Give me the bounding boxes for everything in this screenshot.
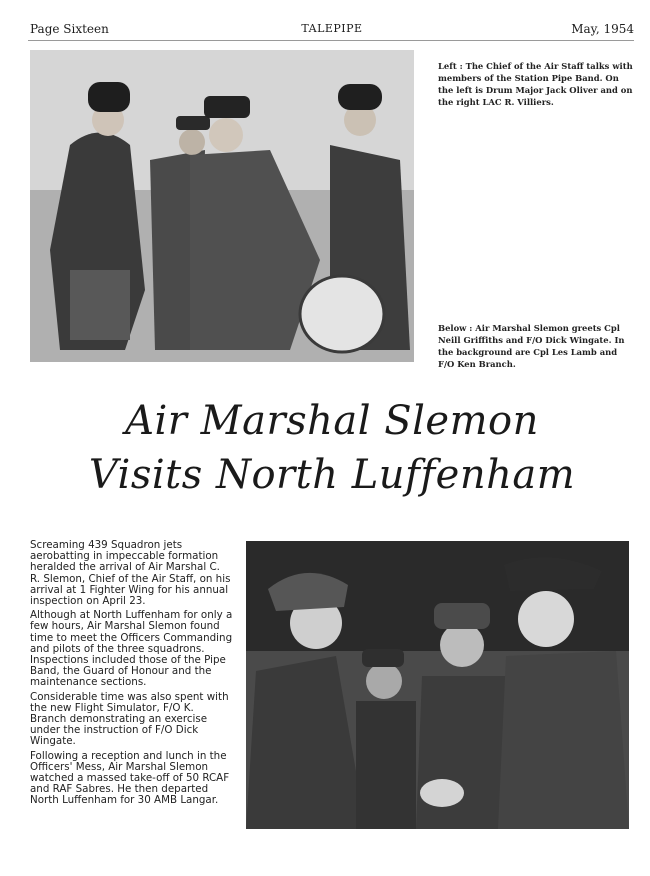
publication-title: TALEPIPE [301, 22, 363, 35]
article-paragraph: Screaming 439 Squadron jets aerobatting in impeccable formation heralded the arrival of Air Marshal C. R. Slemon, Chief of the Air Staff, on his arrival at 1 Fighter Wing for his annual inspection on April 23. [30, 539, 231, 608]
issue-date: May, 1954 [571, 22, 634, 36]
page-header [30, 22, 634, 38]
header-rule [28, 40, 634, 41]
photo-pipe-band-illustration [30, 50, 414, 362]
photo-handshake [246, 541, 629, 829]
page-number: Page Sixteen [30, 22, 109, 36]
article-paragraph: Considerable time was also spent with the new Flight Simulator, F/O K. Branch demonstrating an exercise under the instruction of F/O Dick Wingate. [30, 690, 229, 748]
headline-line-2: Visits North Luffenham [88, 452, 576, 498]
photo-handshake-illustration [246, 541, 629, 829]
caption-greeting: Below : Air Marshal Slemon greets Cpl Neill Griffiths and F/O Dick Wingate. In the background are Cpl Les Lamb and F/O Ken Branch. [438, 323, 625, 369]
article-paragraph: Following a reception and lunch in the Officers' Mess, Air Marshal Slemon watched a massed take-off of 50 RCAF and RAF Sabres. He then departed North Luffenham for 30 AMB Langar. [30, 749, 230, 807]
article-body [30, 540, 233, 810]
headline-line-1: Air Marshal Slemon [125, 398, 539, 444]
photo-pipe-band [30, 50, 414, 362]
caption-pipe-band: Left : The Chief of the Air Staff talks with members of the Station Pipe Band. On the left is Drum Major Jack Oliver and on the right LAC R. Villiers. [438, 61, 633, 107]
article-paragraph: Although at North Luffenham for only a few hours, Air Marshal Slemon found time to meet the Officers Commanding and pilots of the three squadrons. Inspections included those of the Pipe Band, the Guard of Honour and the maintenance sections. [30, 609, 233, 689]
